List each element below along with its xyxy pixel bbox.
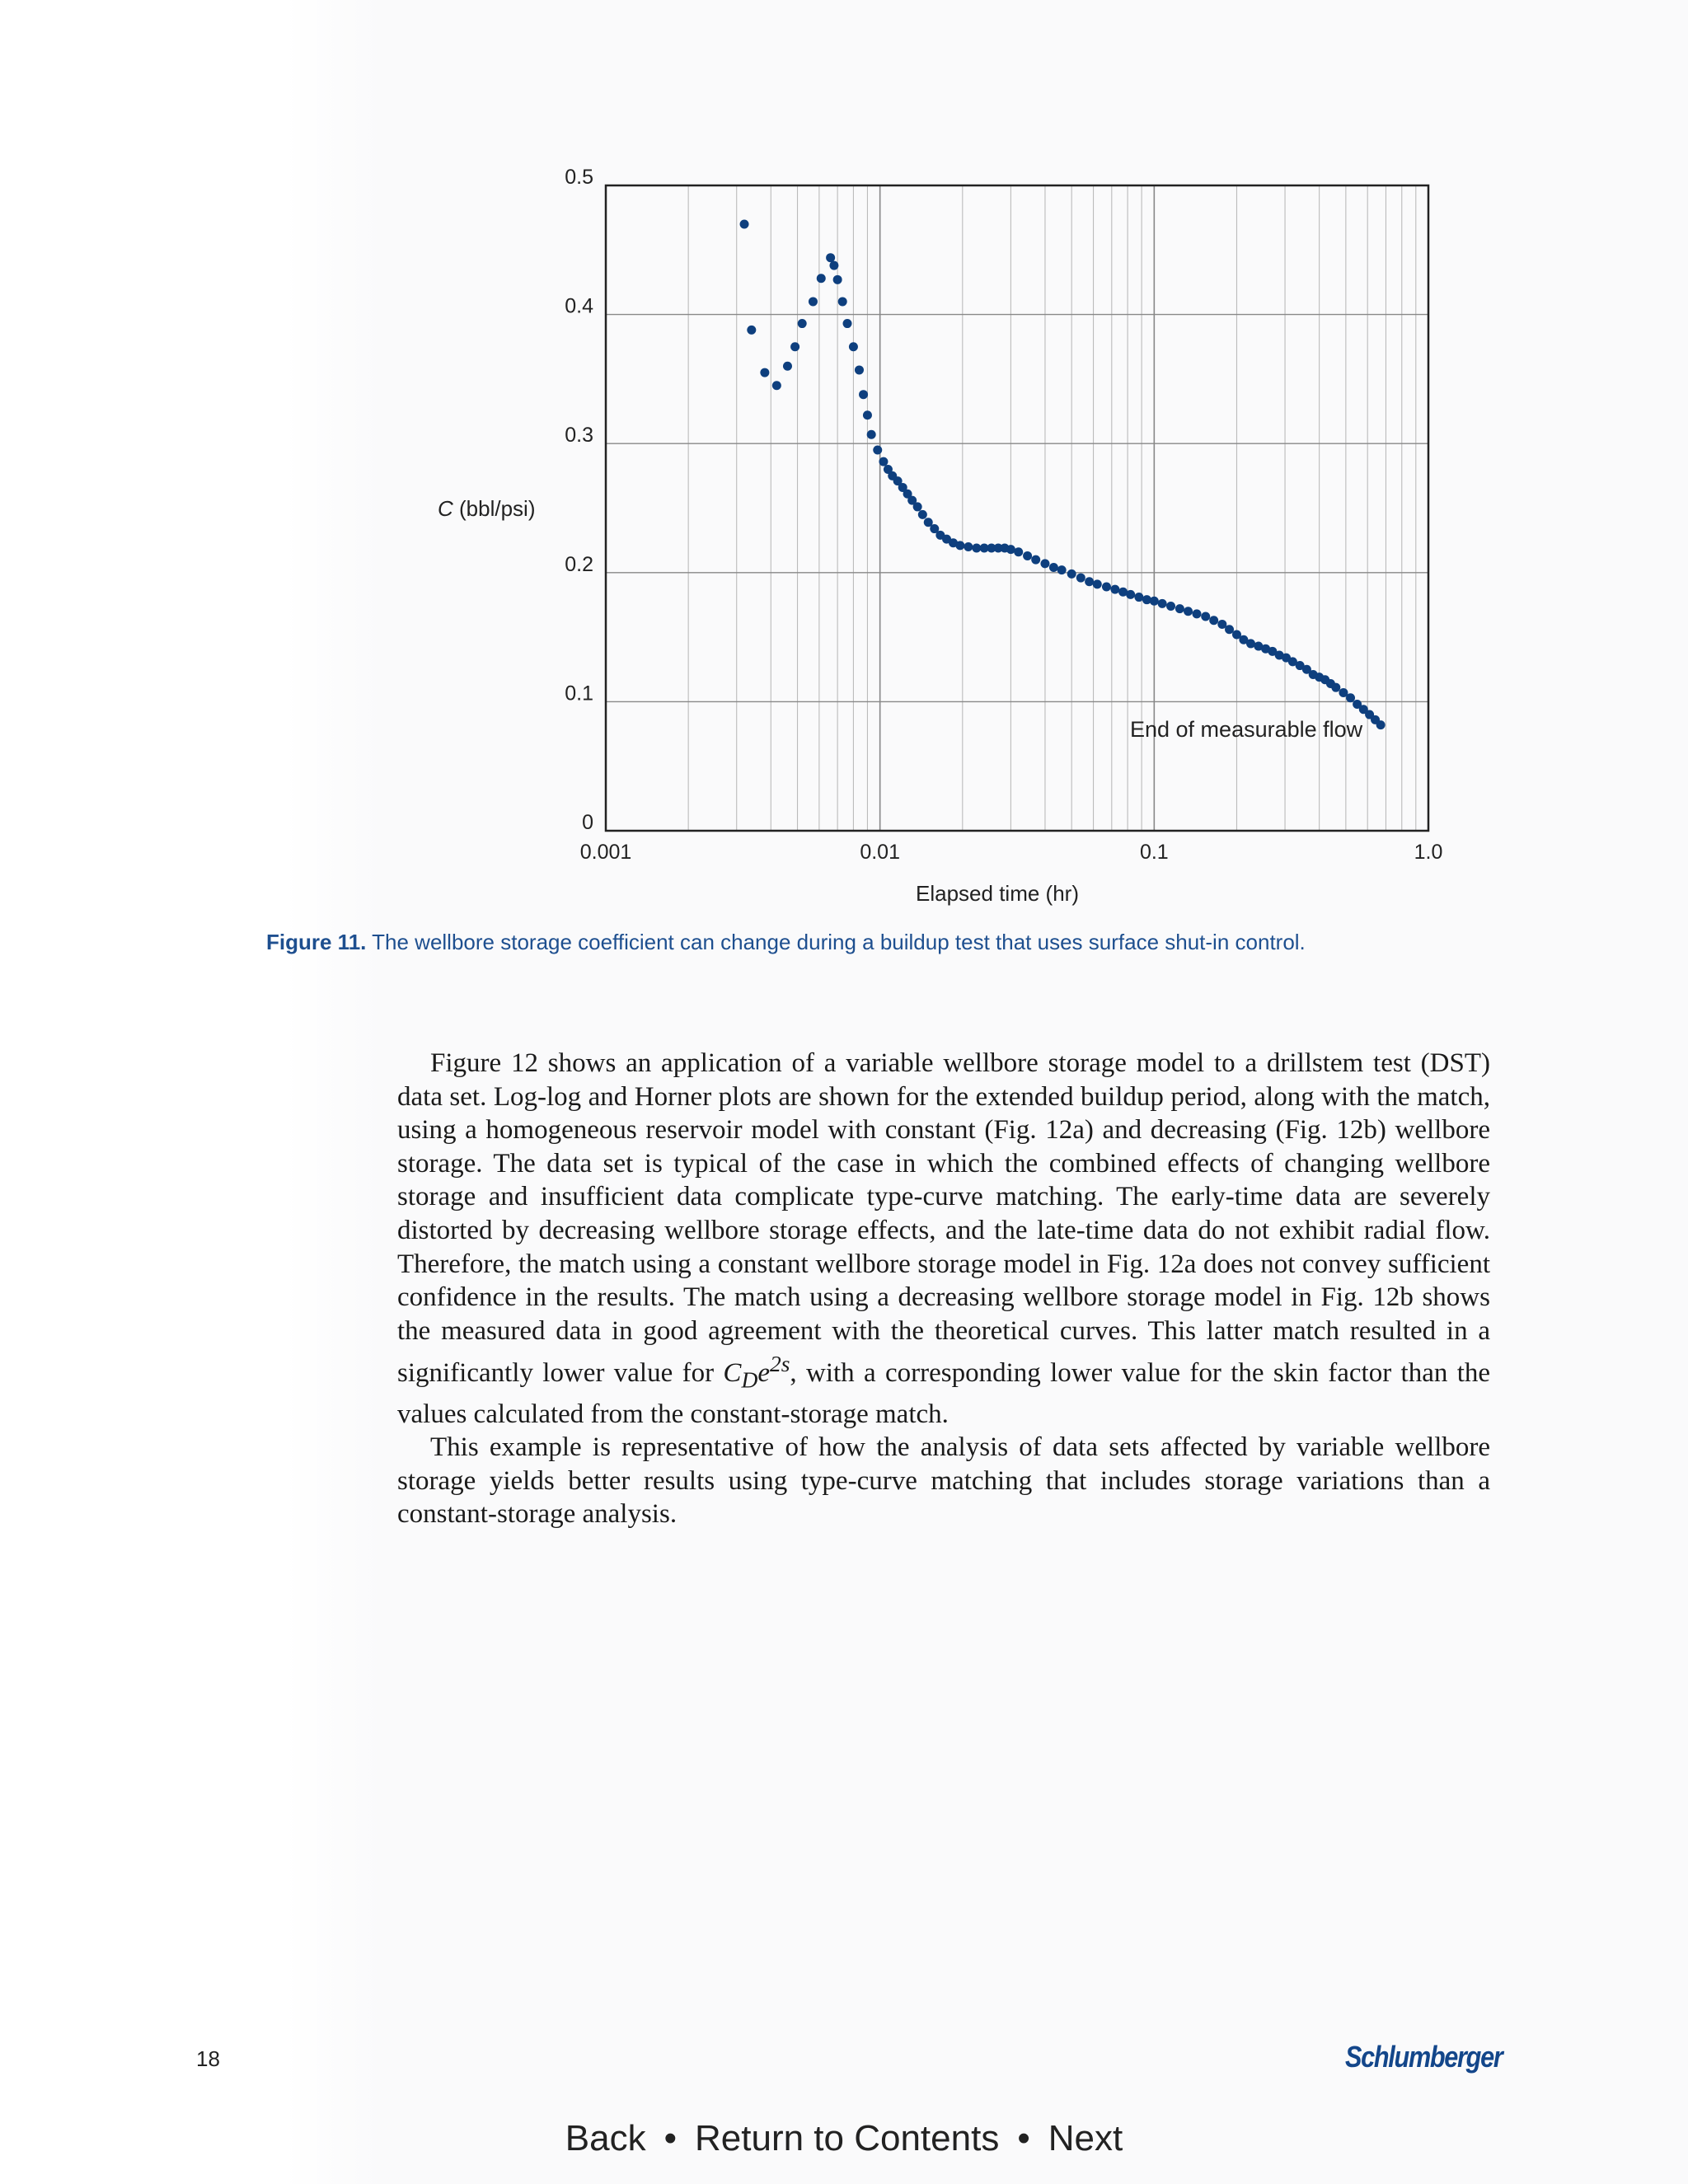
data-point bbox=[1331, 683, 1340, 692]
data-point bbox=[1209, 616, 1218, 625]
data-point bbox=[1049, 563, 1058, 572]
y-tick-label: 0.1 bbox=[565, 682, 593, 705]
data-point bbox=[1166, 602, 1175, 611]
nav-separator: • bbox=[663, 2118, 677, 2158]
data-point bbox=[1346, 693, 1355, 702]
page-number: 18 bbox=[196, 2046, 220, 2071]
data-point bbox=[1175, 604, 1184, 613]
math-sup-2s bbox=[770, 1351, 790, 1376]
data-point bbox=[798, 319, 807, 328]
data-point bbox=[849, 342, 858, 351]
x-axis-label: Elapsed time (hr) bbox=[916, 881, 1079, 906]
back-link[interactable]: Back bbox=[565, 2118, 646, 2158]
data-point bbox=[826, 253, 835, 262]
data-point bbox=[918, 510, 927, 519]
data-point bbox=[1225, 625, 1234, 634]
data-point bbox=[1040, 559, 1049, 568]
math-sub-D-text: D bbox=[741, 1366, 758, 1393]
data-point bbox=[1184, 607, 1193, 616]
nav-separator: • bbox=[1017, 2118, 1030, 2158]
data-point bbox=[1031, 555, 1040, 565]
data-point bbox=[1201, 612, 1210, 621]
y-tick-label: 0.5 bbox=[565, 166, 593, 189]
paragraph-1-part-1: Figure 12 shows an application of a variable wellbore storage model to a drillstem test (DST) data set. Log-log and Horner plots are shown for the extended buildup period, along with the match, using a homogeneous reservoir model with constant (Fig. 12a) and decreasing (Fig. 12b) wellbore storage. The data set is typical of the case in which the combined effects of changing wellbore storage and insufficient data complicate type-curve matching. The early-time data are severely distorted by decreasing wellbore storage effects, and the late-time data do not exhibit radial flow. Therefore, the match using a constant wellbore storage model in Fig. 12a does not convey sufficient confidence in the results. The match using a decreasing wellbore storage model in Fig. 12b shows the measured data in good agreement with the theoretical curves. This latter match resulted in a significantly lower value for bbox=[397, 1048, 1490, 1389]
x-tick-label: 1.0 bbox=[1414, 841, 1443, 864]
math-sub-D bbox=[741, 1367, 757, 1393]
end-of-flow-annotation: End of measurable flow bbox=[1130, 717, 1363, 742]
data-point bbox=[772, 381, 781, 390]
data-point bbox=[1193, 609, 1202, 618]
return-to-contents-link[interactable]: Return to Contents bbox=[695, 2118, 1000, 2158]
wellbore-storage-chart bbox=[0, 0, 1688, 923]
data-point bbox=[1110, 585, 1119, 594]
data-point bbox=[955, 541, 964, 550]
data-point bbox=[1376, 720, 1386, 729]
x-tick-label: 0.1 bbox=[1139, 841, 1169, 864]
data-point bbox=[964, 542, 973, 551]
paragraph-1-part-2: , with a corresponding lower value for the skin factor than the values calculated from the constant-storage match. bbox=[397, 1358, 1491, 1429]
schlumberger-logo: Schlumberger bbox=[1345, 2040, 1503, 2074]
y-axis-label bbox=[438, 496, 535, 521]
data-point bbox=[760, 368, 769, 377]
x-tick-label: 0.01 bbox=[860, 841, 901, 864]
data-point bbox=[783, 362, 792, 371]
data-point bbox=[879, 457, 888, 466]
data-point bbox=[1134, 593, 1143, 602]
data-point bbox=[1057, 565, 1067, 574]
data-point bbox=[747, 326, 756, 335]
y-tick-label: 0.3 bbox=[565, 424, 593, 448]
data-point bbox=[855, 365, 864, 374]
data-point bbox=[1102, 583, 1111, 592]
body-text bbox=[397, 1047, 1490, 1531]
data-point bbox=[838, 297, 847, 306]
y-tick-label: 0.4 bbox=[565, 294, 593, 318]
data-point bbox=[1158, 599, 1167, 608]
data-point bbox=[817, 274, 826, 283]
data-point bbox=[1067, 569, 1076, 579]
data-point bbox=[1085, 577, 1094, 586]
data-point bbox=[1246, 639, 1255, 648]
figure-caption bbox=[266, 930, 1503, 955]
data-point bbox=[913, 502, 922, 511]
y-axis-label-variable: C bbox=[438, 496, 453, 521]
data-point bbox=[1014, 547, 1023, 556]
data-point bbox=[1006, 545, 1015, 554]
data-point bbox=[859, 390, 868, 399]
navigation-bar bbox=[0, 2118, 1688, 2159]
next-link[interactable]: Next bbox=[1048, 2118, 1123, 2158]
data-point bbox=[873, 446, 882, 455]
data-point bbox=[829, 261, 838, 270]
data-point bbox=[863, 410, 872, 419]
paragraph-2: This example is representative of how the analysis of data sets affected by variable wellbore storage yields better results using type-curve matching that includes storage variations than a constant-storage analysis. bbox=[397, 1432, 1490, 1530]
data-point bbox=[1126, 590, 1135, 599]
data-point bbox=[740, 219, 749, 228]
tick-labels bbox=[565, 166, 1442, 864]
data-point bbox=[1150, 597, 1159, 606]
data-point bbox=[843, 319, 852, 328]
math-e: e bbox=[757, 1358, 770, 1389]
data-point bbox=[867, 430, 876, 439]
data-point bbox=[1093, 579, 1102, 588]
y-axis-label-unit: (bbl/psi) bbox=[452, 496, 536, 521]
y-tick-label: 0.2 bbox=[565, 552, 593, 576]
paragraph-1 bbox=[397, 1047, 1490, 1431]
data-points bbox=[740, 219, 1386, 729]
data-point bbox=[833, 275, 842, 284]
data-point bbox=[790, 342, 799, 351]
data-point bbox=[1076, 574, 1085, 583]
x-tick-label: 0.001 bbox=[579, 841, 632, 864]
math-sup-2s-text: 2s bbox=[769, 1351, 790, 1377]
y-tick-label: 0 bbox=[582, 811, 593, 834]
math-C: C bbox=[723, 1358, 742, 1389]
data-point bbox=[809, 297, 818, 306]
figure-caption-label: Figure 11. bbox=[266, 930, 367, 954]
figure-caption-text: The wellbore storage coefficient can change during a buildup test that uses surface shut-in control. bbox=[366, 930, 1306, 954]
data-point bbox=[1023, 551, 1032, 560]
